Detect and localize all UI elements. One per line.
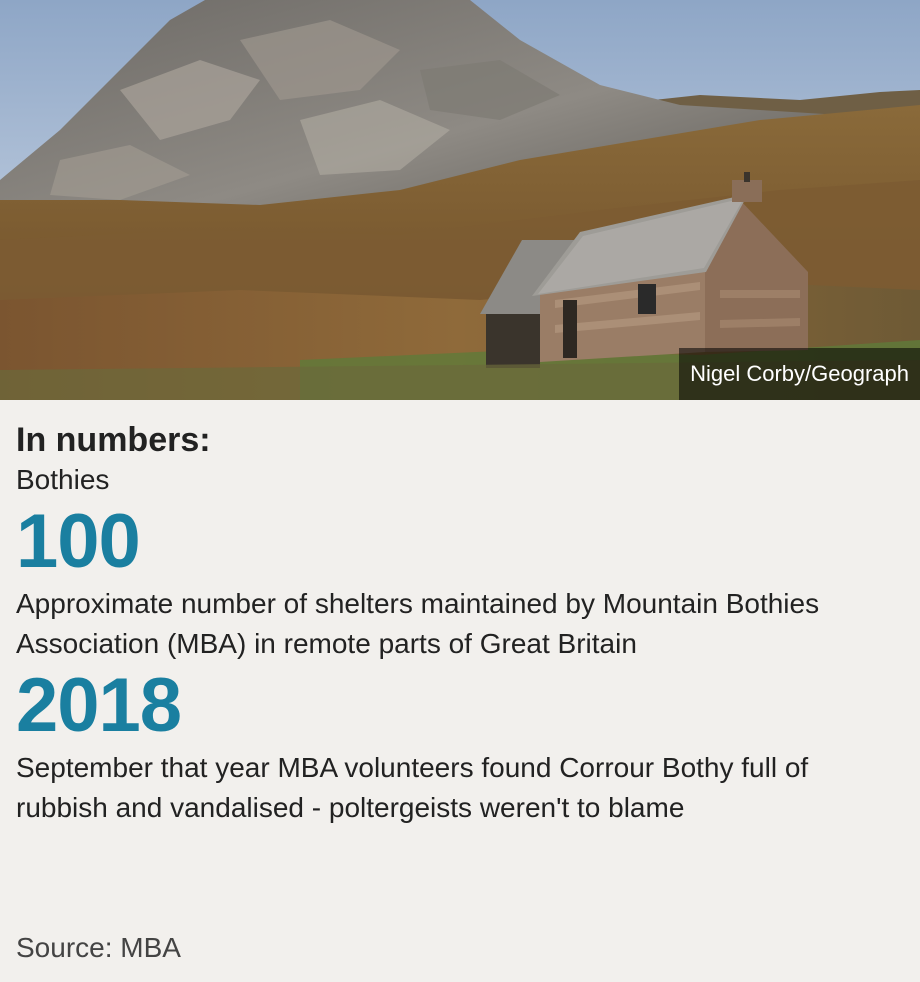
bothy-photo-illustration <box>0 0 920 400</box>
stat-text: September that year MBA volunteers found Corrour Bothy full of rubbish and vandalised - poltergeists weren't to blame <box>16 752 809 823</box>
stat-block <box>16 500 904 664</box>
bothy-photo <box>0 0 920 400</box>
stat-value: 2018 <box>16 663 182 748</box>
photo-credit: Nigel Corby/Geograph <box>679 348 920 400</box>
stat-block <box>16 664 904 828</box>
stat-text: Approximate number of shelters maintained by Mountain Bothies Association (MBA) in remote parts of Great Britain <box>16 588 820 659</box>
subheading: Bothies <box>16 464 110 495</box>
source: Source: MBA <box>16 932 181 963</box>
content <box>0 400 920 828</box>
heading: In numbers: <box>16 421 211 459</box>
stat-value: 100 <box>16 499 140 584</box>
